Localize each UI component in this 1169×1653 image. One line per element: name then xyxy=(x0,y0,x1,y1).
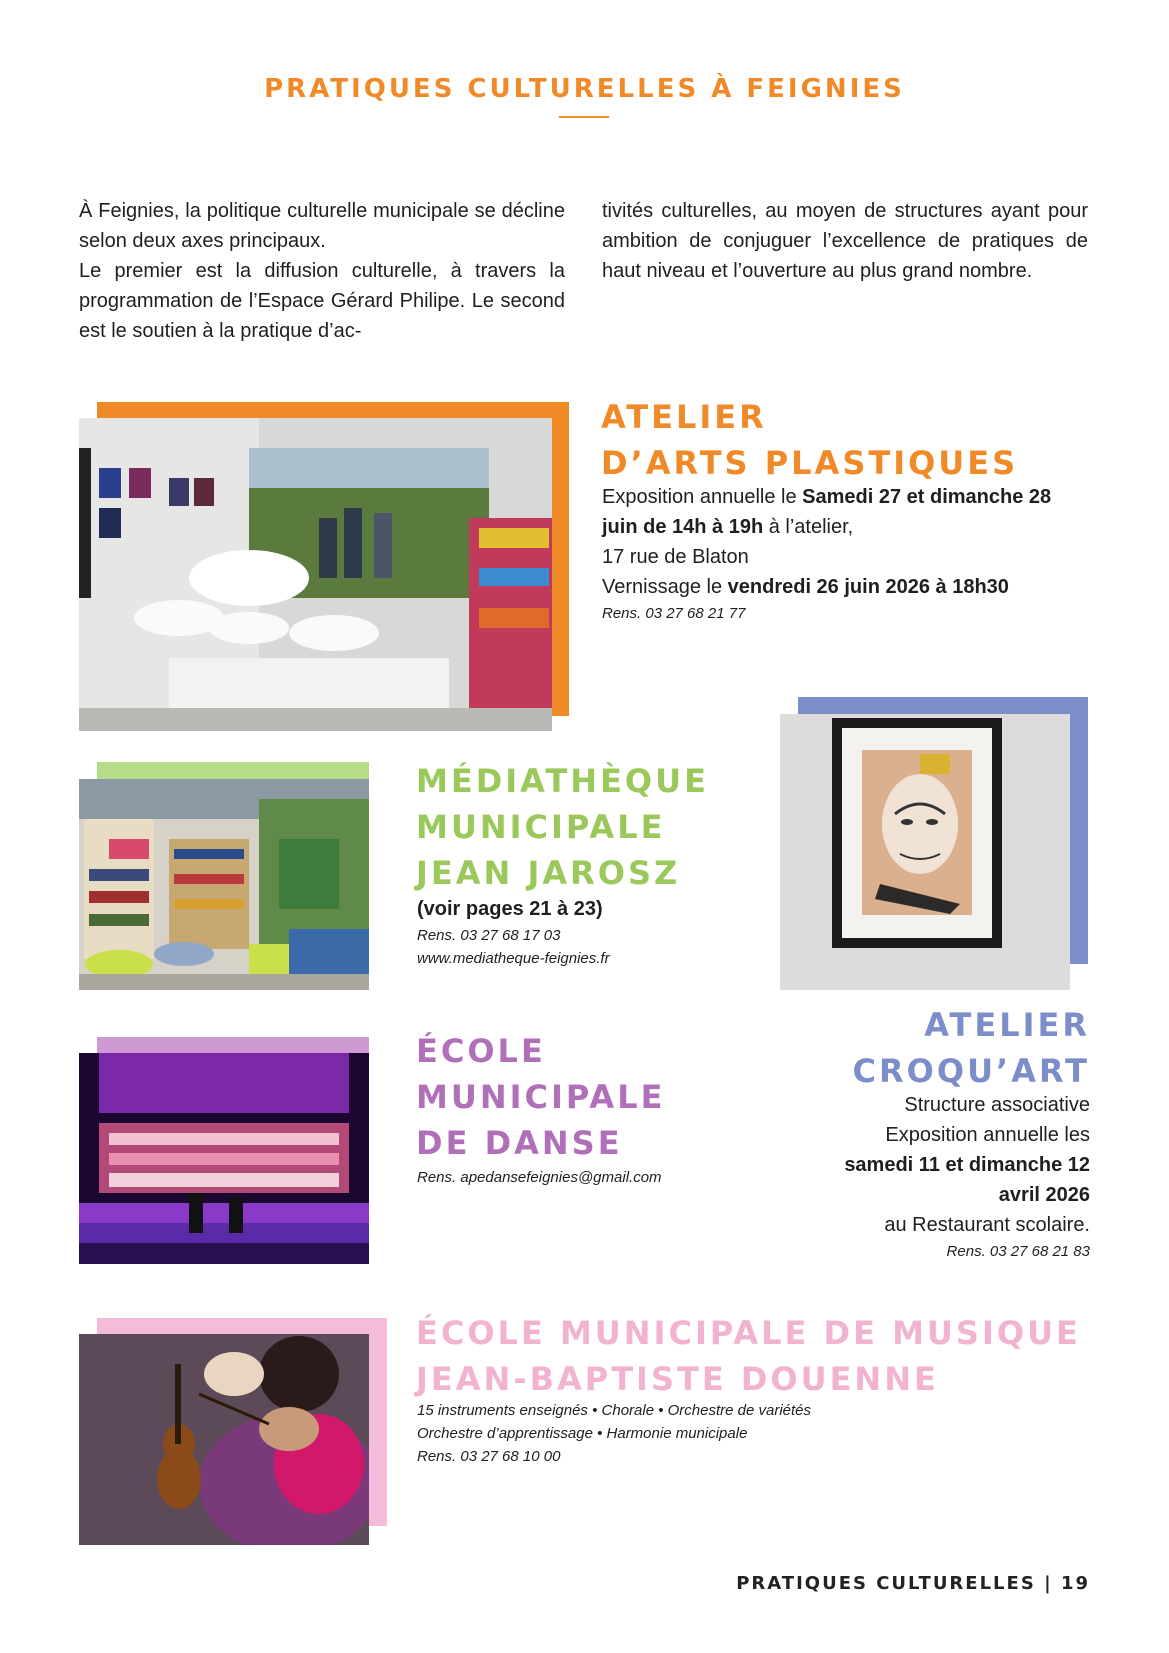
arts-schedule xyxy=(602,482,1090,542)
intro-left-column xyxy=(79,196,565,346)
mediatheque-body xyxy=(417,894,757,970)
croquart-photo xyxy=(780,714,1070,990)
page-footer xyxy=(736,1573,1090,1594)
danse-heading-line-3: DE DANSE xyxy=(416,1124,623,1162)
croquart-exposition: Exposition annuelle les xyxy=(885,1124,1090,1146)
croquart-dates-month: avril 2026 xyxy=(998,1184,1090,1206)
arts-vernissage-date: vendredi 26 juin 2026 à 18h30 xyxy=(727,576,1009,598)
danse-heading-line-1: ÉCOLE xyxy=(416,1032,546,1070)
mediatheque-heading-line-2: MUNICIPALE xyxy=(416,808,666,846)
intro-paragraph-3: tivités culturelles, au moyen de structures ayant pour ambition de conjuguer l’excellence de pratiques de haut niveau et l’ouverture au plus grand nombre. xyxy=(602,200,1088,282)
footer-section-name: PRATIQUES CULTURELLES xyxy=(736,1573,1036,1594)
footer-separator: | xyxy=(1044,1573,1053,1594)
page-number: 19 xyxy=(1060,1573,1090,1594)
arts-heading-line-1: ATELIER xyxy=(601,398,767,436)
arts-schedule-prefix: Exposition annuelle le xyxy=(602,486,803,508)
mediatheque-heading-line-3: JEAN JAROSZ xyxy=(416,854,681,892)
mediatheque-pages-ref: (voir pages 21 à 23) xyxy=(417,898,603,920)
musique-heading-line-1: ÉCOLE MUNICIPALE DE MUSIQUE xyxy=(416,1314,1081,1352)
intro-paragraph-2: Le premier est la diffusion culturelle, à travers la programmation de l’Espace Gérard Philipe. Le second est le soutien à la pratique d’ac- xyxy=(79,260,565,342)
arts-body xyxy=(602,482,1090,625)
croquart-location: au Restaurant scolaire. xyxy=(884,1214,1090,1236)
intro-right-column xyxy=(602,196,1088,286)
arts-vernissage-prefix: Vernissage le xyxy=(602,576,728,598)
danse-heading xyxy=(416,1028,665,1166)
arts-photo xyxy=(79,418,552,731)
title-underline xyxy=(559,116,609,118)
mediatheque-contact: Rens. 03 27 68 17 03 xyxy=(417,927,561,944)
musique-heading-line-2: JEAN-BAPTISTE DOUENNE xyxy=(416,1360,939,1398)
croquart-dates: samedi 11 et dimanche 12 xyxy=(844,1154,1090,1176)
arts-heading-line-2: D’ARTS PLASTIQUES xyxy=(601,444,1019,482)
croquart-heading-line-2: CROQU’ART xyxy=(852,1052,1090,1090)
musique-ensembles: Orchestre d’apprentissage • Harmonie municipale xyxy=(417,1425,748,1442)
musique-photo xyxy=(79,1334,369,1545)
croquart-heading xyxy=(853,1002,1090,1094)
musique-body xyxy=(417,1399,977,1468)
croquart-heading-line-1: ATELIER xyxy=(924,1006,1090,1044)
croquart-body xyxy=(760,1090,1090,1263)
intro-paragraph-1: À Feignies, la politique culturelle municipale se décline selon deux axes principaux. xyxy=(79,200,565,252)
mediatheque-heading-line-1: MÉDIATHÈQUE xyxy=(416,762,709,800)
danse-photo xyxy=(79,1053,369,1264)
arts-schedule-dates: Samedi 27 et dimanche 28 juin de 14h à 19h xyxy=(602,486,1052,538)
mediatheque-photo xyxy=(79,779,369,990)
croquart-structure: Structure associative xyxy=(904,1094,1090,1116)
danse-body xyxy=(417,1166,757,1189)
croquart-contact: Rens. 03 27 68 21 83 xyxy=(946,1243,1090,1260)
page-title: PRATIQUES CULTURELLES À FEIGNIES xyxy=(264,74,905,104)
mediatheque-heading xyxy=(416,758,709,896)
danse-contact: Rens. apedansefeignies@gmail.com xyxy=(417,1169,662,1186)
arts-heading xyxy=(601,394,1018,486)
arts-schedule-suffix: à l’atelier, xyxy=(763,516,854,538)
arts-contact: Rens. 03 27 68 21 77 xyxy=(602,605,746,622)
musique-contact: Rens. 03 27 68 10 00 xyxy=(417,1448,561,1465)
danse-heading-line-2: MUNICIPALE xyxy=(416,1078,666,1116)
musique-instruments: 15 instruments enseignés • Chorale • Orchestre de variétés xyxy=(417,1402,812,1419)
arts-address: 17 rue de Blaton xyxy=(602,546,749,568)
arts-vernissage xyxy=(602,572,1090,602)
musique-heading xyxy=(416,1310,1081,1402)
mediatheque-website: www.mediatheque-feignies.fr xyxy=(417,950,610,967)
